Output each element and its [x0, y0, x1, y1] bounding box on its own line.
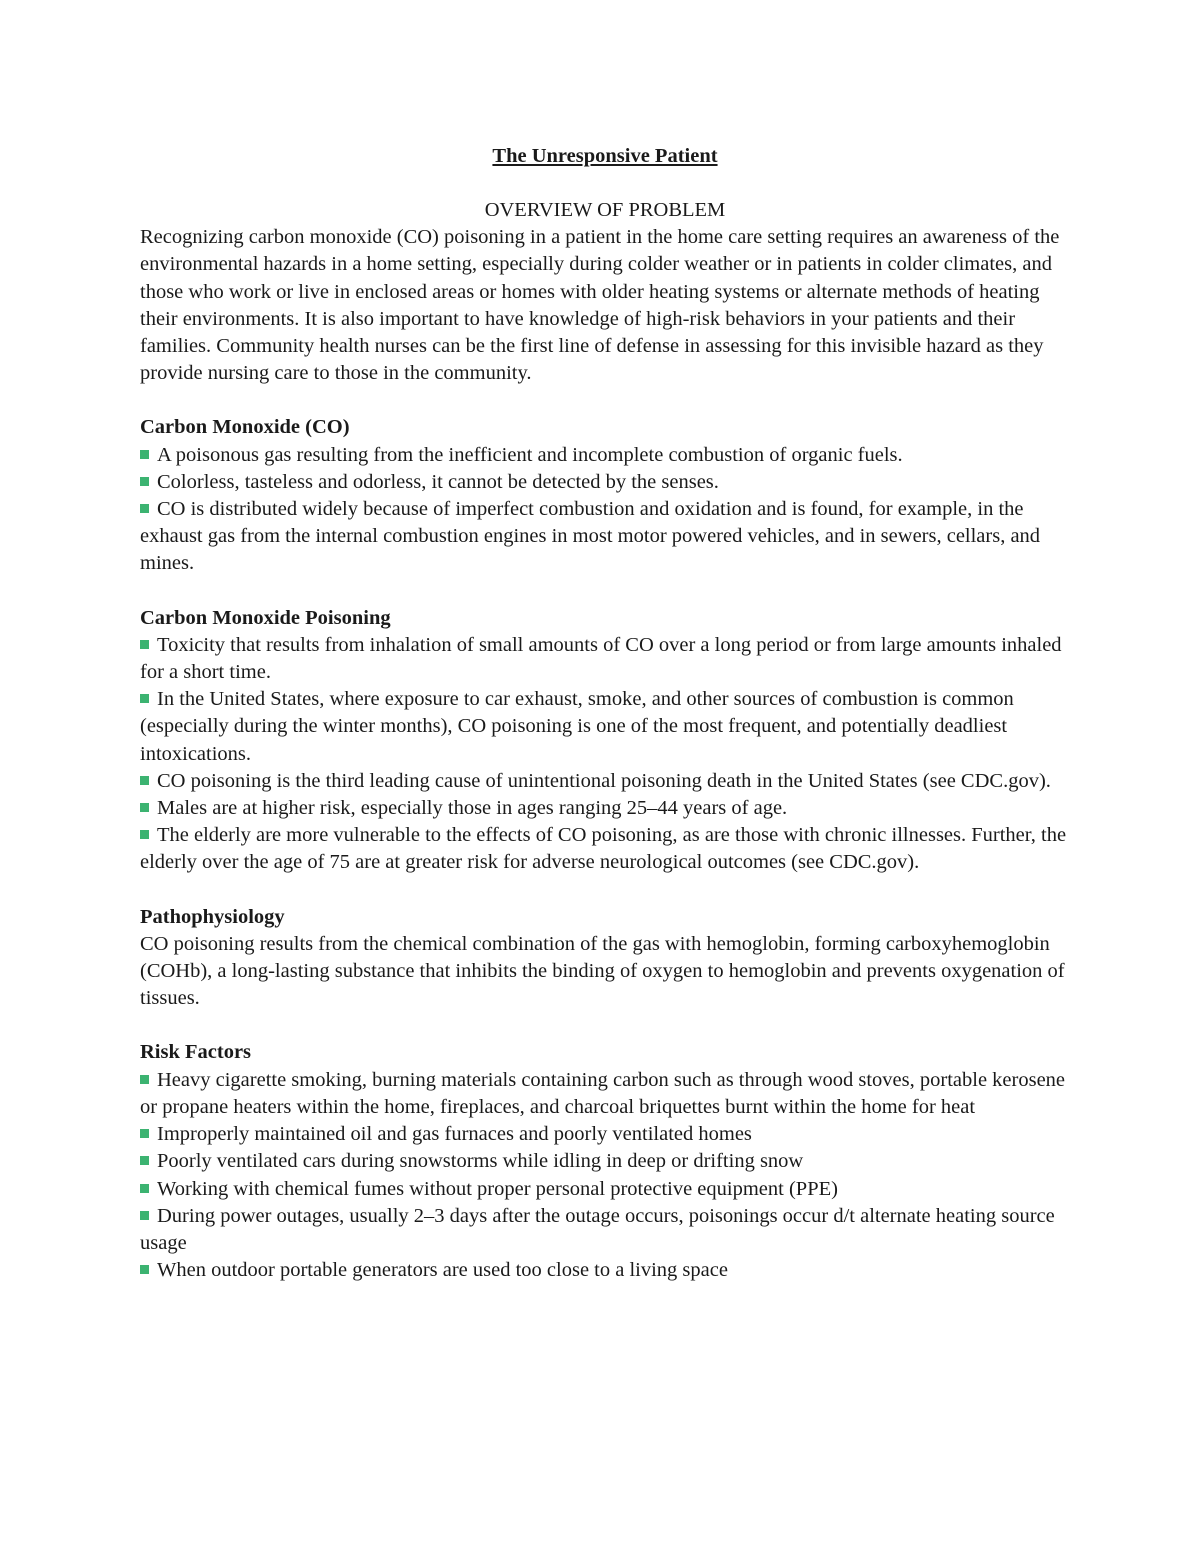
list-item — [140, 632, 1070, 686]
square-bullet-icon — [140, 640, 149, 649]
list-item — [140, 1176, 1070, 1203]
list-item-text: Males are at higher risk, especially those in ages ranging 25–44 years of age. — [157, 797, 788, 820]
list-item — [140, 1257, 1070, 1284]
list-item-text: Poorly ventilated cars during snowstorms while idling in deep or drifting snow — [157, 1150, 804, 1173]
square-bullet-icon — [140, 1129, 149, 1138]
list-item — [140, 469, 1070, 496]
overview-paragraph: Recognizing carbon monoxide (CO) poisoning in a patient in the home care setting requires an awareness of the environmental hazards in a home setting, especially during colder weather or in patients in colder climates, and those who work or live in enclosed areas or homes with older heating systems or alternate methods of heating their environments. It is also important to have knowledge of high-risk behaviors in your patients and their families. Community health nurses can be the first line of defense in assessing for this invisible hazard as they provide nursing care to those in the community. — [140, 226, 1060, 385]
section-co-poisoning — [140, 605, 1070, 877]
square-bullet-icon — [140, 1265, 149, 1274]
square-bullet-icon — [140, 450, 149, 459]
square-bullet-icon — [140, 504, 149, 513]
section-carbon-monoxide — [140, 414, 1070, 577]
list-item — [140, 496, 1070, 578]
pathophysiology-paragraph: CO poisoning results from the chemical combination of the gas with hemoglobin, forming carboxyhemoglobin (COHb), a long-lasting substance that inhibits the binding of oxygen to hemoglobin and prevents oxygenation of tissues. — [140, 932, 1065, 1010]
bullet-list — [140, 1067, 1070, 1285]
square-bullet-icon — [140, 1184, 149, 1193]
list-item-text: During power outages, usually 2–3 days after the outage occurs, poisonings occur d/t alternate heating source usage — [140, 1204, 1055, 1254]
section-heading: Carbon Monoxide (CO) — [140, 416, 350, 439]
list-item-text: Working with chemical fumes without proper personal protective equipment (PPE) — [157, 1177, 838, 1200]
document-title: The Unresponsive Patient — [492, 145, 718, 167]
square-bullet-icon — [140, 803, 149, 812]
square-bullet-icon — [140, 830, 149, 839]
list-item — [140, 1148, 1070, 1175]
list-item-text: Improperly maintained oil and gas furnaces and poorly ventilated homes — [157, 1123, 752, 1146]
square-bullet-icon — [140, 1075, 149, 1084]
list-item — [140, 1203, 1070, 1257]
square-bullet-icon — [140, 477, 149, 486]
list-item — [140, 1121, 1070, 1148]
section-pathophysiology — [140, 904, 1070, 1013]
list-item-text: The elderly are more vulnerable to the effects of CO poisoning, as are those with chronic illnesses. Further, the elderly over the age of 75 are at greater risk for adverse neurological outcomes (see CDC.gov). — [140, 824, 1067, 874]
square-bullet-icon — [140, 1156, 149, 1165]
list-item-text: CO poisoning is the third leading cause of unintentional poisoning death in the United States (see CDC.gov). — [157, 769, 1051, 792]
list-item — [140, 795, 1070, 822]
list-item — [140, 768, 1070, 795]
list-item-text: Toxicity that results from inhalation of small amounts of CO over a long period or from large amounts inhaled for a short time. — [140, 633, 1062, 684]
section-risk-factors — [140, 1039, 1070, 1284]
overview-heading: OVERVIEW OF PROBLEM — [484, 199, 726, 221]
list-item-text: CO is distributed widely because of imperfect combustion and oxidation and is found, for example, in the exhaust gas from the internal combustion engines in most motor powered vehicles, and in sewers, cellars, and mines. — [140, 498, 1041, 575]
section-heading: Pathophysiology — [140, 905, 285, 928]
document-page — [140, 143, 1070, 1284]
list-item-text: Heavy cigarette smoking, burning materials containing carbon such as through wood stoves, portable kerosene or propane heaters within the home, fireplaces, and charcoal briquettes burnt within the home for heat — [140, 1068, 1066, 1118]
square-bullet-icon — [140, 694, 149, 703]
list-item-text: A poisonous gas resulting from the inefficient and incomplete combustion of organic fuels. — [157, 443, 903, 466]
section-heading: Carbon Monoxide Poisoning — [140, 606, 391, 629]
bullet-list — [140, 442, 1070, 578]
square-bullet-icon — [140, 1211, 149, 1220]
list-item — [140, 442, 1070, 469]
list-item — [140, 686, 1070, 768]
section-heading: Risk Factors — [140, 1041, 252, 1064]
list-item-text: When outdoor portable generators are used too close to a living space — [157, 1259, 728, 1282]
list-item-text: Colorless, tasteless and odorless, it cannot be detected by the senses. — [157, 470, 719, 493]
list-item — [140, 1067, 1070, 1121]
bullet-list — [140, 632, 1070, 877]
list-item-text: In the United States, where exposure to car exhaust, smoke, and other sources of combustion is common (especially during the winter months), CO poisoning is one of the most frequent, and potentially deadliest intoxications. — [140, 688, 1014, 765]
list-item — [140, 822, 1070, 876]
square-bullet-icon — [140, 776, 149, 785]
